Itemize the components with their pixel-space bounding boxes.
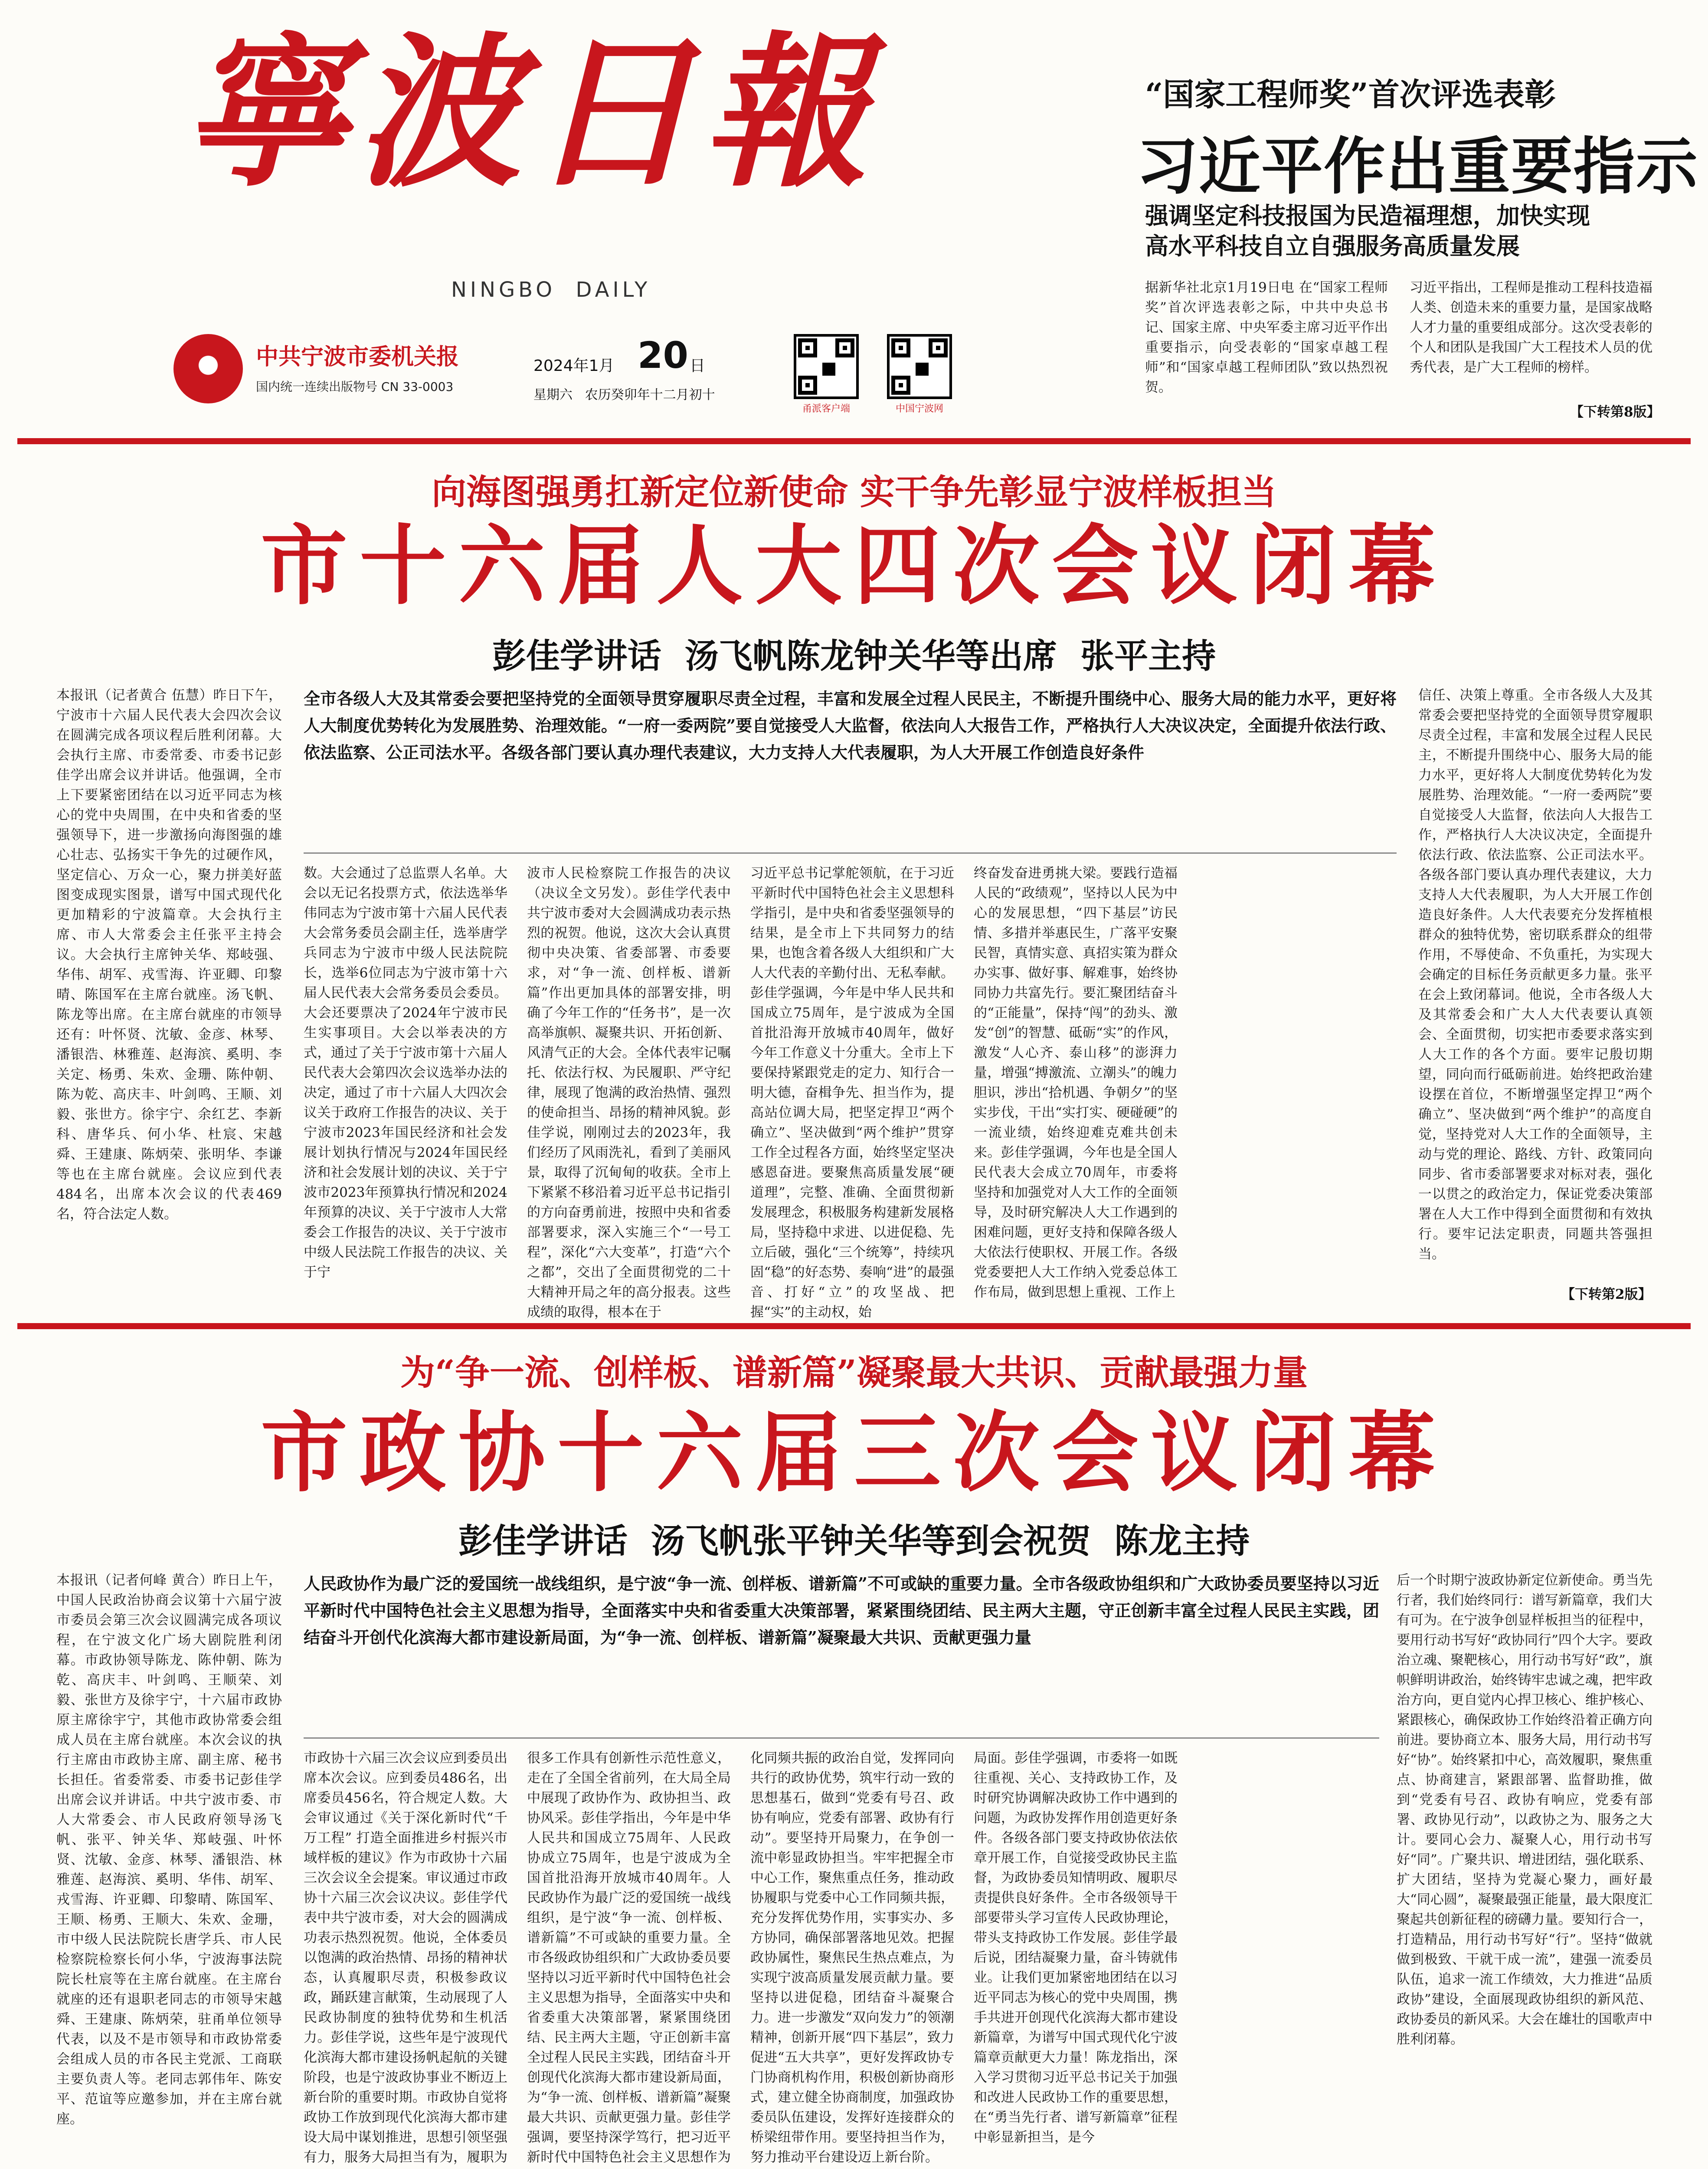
story2-col-right: 后一个时期宁波政协新定位新使命。勇当先行者，我们始终同行：谱写新篇章，我们大有可为。在宁波争创显样板担当的征程中，要用行动书写好“政协同行”四个大字。要政治立魂、聚靶核心，用行动书写好“政”，旗帜鲜明讲政治，始终铸牢忠诚之魂，把牢政治方向，更自觉内心捍卫核心、维护核心、紧跟核心，确保政协工作始终沿着正确方向前进。要协商立本、服务大局，用行动书写好“协”。始终紧扣中心，高效履职，聚焦重点、协商建言，紧跟部署、监督助推，做到“党委有号召、政协有响应，党委有部署、政协见行动”，以政协之为、服务之大计。要同心会力、凝聚人心，用行动书写好“同”。广聚共识、增进团结，强化联系、扩大团结，坚持为党凝心聚力，画好最大“同心圆”，凝聚最强正能量，最大限度汇聚起共创新征程的磅礴力量。要知行合一，打造精品，用行动书写好“行”。坚持“做就做到极致、干就干成一流”，建强一流委员队伍，追求一流工作绩效，大力推进“品质政协”建设，全面展现政协组织的新风范、政协委员的新风采。大会在雄壮的国歌声中胜利闭幕。 (1397, 1573, 1652, 2047)
story2-lead: 人民政协作为最广泛的爱国统一战线组织，是宁波“争一流、创样板、谱新篇”不可或缺的重要力量。全市各级政协组织和广大政协委员要坚持以习近平新时代中国特色社会主义思想为指导，全面落实中央和省委重大决策部署，紧紧围绕团结、民主两大主题，守正创新丰富全过程人民民主实践，团结奋斗开创代化滨海大都市建设新局面，为“争一流、创样板、谱新篇”凝聚最大共识、贡献更强力量 (304, 1574, 1379, 1647)
qr-code-yongpai (794, 334, 859, 399)
story1-headline: 市十六届人大四次会议闭幕 (260, 515, 1447, 617)
top-story-headline: 习近平作出重要指示 (1136, 131, 1698, 203)
story2-kicker: 为“争一流、创样板、谱新篇”凝聚最大共识、贡献最强力量 (400, 1352, 1308, 1393)
story1-col5: 终奋发奋进勇挑大梁。要践行造福人民的“政绩观”，坚持以人民为中心的发展思想，“四下基层”访民情、多措并举惠民生，广落平安聚民智，真情实意、真招实策为群众办实事、做好事、解难事，始终协同协力共富先行。要汇聚团结奋斗的“正能量”，保持“闯”的劲头、激发“创”的智慧、砥砺“实”的作风，激发“人心齐、泰山移”的澎湃力量，增强“搏激流、立潮头”的魄力胆识，涉出“拾机遇、争朝夕”的坚实步伐，干出“实打实、硬碰硬”的一流业绩，始终迎难克难共创未来。彭佳学强调，今年也是全国人民代表大会成立70周年，市委将坚持和加强党对人大工作的全面领导，及时研究解决人大工作遇到的困难问题，更好支持和保障各级人大依法行使职权、开展工作。各级党委要把人大工作纳入党委总体工作布局，做到思想上重视、工作上 (974, 865, 1178, 1300)
top-story-col2: 习近平指出，工程师是推动工程科技造福人类、创造未来的重要力量，是国家战略人才力量的重要组成部分。这次受表彰的个人和团队是我国广大工程技术人员的优秀代表，是广大工程师的榜样。 (1410, 280, 1652, 375)
top-story-jump: 【下转第8版】 (1570, 404, 1660, 420)
story2-col4: 化同频共振的政治自觉，发挥同向共行的政协优势，筑牢行动一致的思想基石，做到“党委有号召、政协有响应，党委有部署、政协有行动”。要坚持开局聚力，在争创一流中彰显政协担当。牢牢把握全市中心工作，聚焦重点任务，推动政协履职与党委中心工作同频共振，充分发挥优势作用，实事实办、多方协同，确保部署落地见效。把握政协属性，聚焦民生热点难点，为实现宁波高质量发展贡献力量。要坚持以进促稳，团结奋斗凝聚合力。进一步激发“双向发力”的领潮精神，创新开展“四下基层”，致力促进“五大共享”，更好发挥政协专门协商机构作用，积极创新协商形式，建立健全协商制度，加强政协委员队伍建设，发挥好连接群众的桥梁纽带作用。要坚持担当作为，努力推动平台建设迈上新台阶。 (750, 1750, 954, 2165)
date-day: 20 (638, 334, 688, 377)
qr-code-cnnb (887, 334, 952, 399)
story1-col-left: 本报讯（记者黄合 伍慧）昨日下午，宁波市十六届人民代表大会四次会议在圆满完成各项议程后胜利闭幕。大会执行主席、市委常委、市委书记彭佳学出席会议并讲话。他强调，全市上下要紧密团结在以习近平同志为核心的党中央周围，在中央和省委的坚强领导下，进一步激扬向海图强的雄心壮志、弘扬实干争先的过硬作风，坚定信心、万众一心，聚力拼美好蓝图变成现实图景，谱写中国式现代化更加精彩的宁波篇章。大会执行主席、市人大常委会主任张平主持会议。大会执行主席钟关华、郑岐强、华伟、胡军、戎雪海、许亚卿、印黎晴、陈国军在主席台就座。汤飞帆、陈龙等出席。在主席台就座的市领导还有：叶怀贤、沈敏、金彦、林琴、潘银浩、林雅莲、赵海滨、奚明、李关定、杨勇、朱欢、金珊、陈仲朝、陈为乾、高庆丰、叶剑鸣、王顺、刘毅、张世方。徐宇宁、余红艺、李新科、唐华兵、何小华、杜宸、宋越舜、王建康、陈炳荣、张明华、李谦等也在主席台就座。会议应到代表484名，出席本次会议的代表469名，符合法定人数。 (56, 688, 282, 1222)
story1-kicker: 向海图强勇扛新定位新使命 实干争先彰显宁波样板担当 (432, 472, 1276, 512)
story1-lead-divider (304, 852, 1397, 854)
masthead-organ: 中共宁波市委机关报 (256, 344, 459, 370)
story2-subhead: 彭佳学讲话 汤飞帆张平钟关华等到会祝贺 陈龙主持 (458, 1521, 1250, 1561)
date-year-month: 2024年1月 (533, 357, 615, 375)
qr2-label: 中国宁波网 (895, 403, 943, 414)
top-story-col1: 据新华社北京1月19日电 在“国家工程师奖”首次评选表彰之际，中共中央总书记、国家主席、中央军委主席习近平作出重要指示，向受表彰的“国家卓越工程师”和“国家卓越工程师团队”致以热烈祝贺。 (1145, 280, 1388, 395)
story1-col-right: 信任、决策上尊重。全市各级人大及其常委会要把坚持党的全面领导贯穿履职尽责全过程，丰富和发展全过程人民民主，不断提升围绕中心、服务大局的能力水平，更好将人大制度优势转化为发展胜势、治理效能。“一府一委两院”要自觉接受人大监督，依法向人大报告工作，严格执行人大决议决定，全面提升依法行政、依法监察、公正司法水平。各级各部门要认真办理代表建议，大力支持人大代表履职，为人大开展工作创造良好条件。人大代表要充分发挥植根群众的独特优势，密切联系群众的组带作用，不辱使命、不负重托，为实现大会确定的目标任务贡献更多力量。张平在会上致闭幕词。他说，全市各级人大及其常委会和广大人大代表要认真领会、全面贯彻，切实把市委要求落实到人大工作的各个方面。要牢记殷切期望，同向而行砥砺前进。始终把政治建设摆在首位，不断增强坚定捍卫“两个确立”、坚决做到“两个维护”的高度自觉，坚持党对人大工作的全面领导，主动与党的理论、路线、方针、政策同向同步、省市委部署要求对标对表，强化一以贯之的政治定力，保证党委决策部署在人大工作中得到全面贯彻和有效执行。要牢记法定职责，同题共答强担当。 (1418, 688, 1652, 1262)
story1-lead: 全市各级人大及其常委会要把坚持党的全面领导贯穿履职尽责全过程，丰富和发展全过程人民民主，不断提升围绕中心、服务大局的能力水平，更好将人大制度优势转化为发展胜势、治理效能。“一府一委两院”要自觉接受人大监督，依法向人大报告工作，严格执行人大决议决定，全面提升依法行政、依法监察、公正司法水平。各级各部门要认真办理代表建议，大力支持人大代表履职，为人大开展工作创造良好条件 (304, 689, 1397, 762)
story2-headline: 市政协十六届三次会议闭幕 (260, 1402, 1447, 1504)
story1-col4: 习近平总书记掌舵领航，在于习近平新时代中国特色社会主义思想科学指引，是中央和省委坚强领导的结果，是全市上下共同努力的结果，也饱含着各级人大组织和广大人大代表的辛勤付出、无私奉献。彭佳学强调，今年是中华人民共和国成立75周年，是宁波成为全国首批沿海开放城市40周年，做好今年工作意义十分重大。全市上下要保持紧跟党走的定力、知行合一明大德，奋楫争先、担当作为，提高站位调大局，把坚定捍卫“两个确立”、坚决做到“两个维护”贯穿工作全过程各方面，始终坚定坚决感恩奋进。要聚焦高质量发展“硬道理”，完整、准确、全面贯彻新发展理念，积极服务构建新发展格局，坚持稳中求进、以进促稳、先立后破，强化“三个统筹”，持续巩固“稳”的好态势、奏响“进”的最强音、打好“立”的攻坚战、把握“实”的主动权，始 (750, 865, 954, 1320)
story1-subhead: 彭佳学讲话 汤飞帆陈龙钟关华等出席 张平主持 (492, 636, 1216, 676)
story1-col2: 数。大会通过了总监票人名单。大会以无记名投票方式，依法选举华伟同志为宁波市第十六届人民代表大会常务委员会副主任，选举唐学兵同志为宁波市中级人民法院院长，选举6位同志为宁波市第十六届人民代表大会常务委员会委员。大会还要票决了2024年宁波市民生实事项目。大会以举表决的方式，通过了关于宁波市第十六届人民代表大会第四次会议选举办法的决定，通过了市十六届人大四次会议关于政府工作报告的决议、关于宁波市2023年国民经济和社会发展计划执行情况与2024年国民经济和社会发展计划的决议、关于宁波市2023年预算执行情况和2024年预算的决议、关于宁波市人大常委会工作报告的决议、关于宁波市中级人民法院工作报告的决议、关于宁 (304, 865, 507, 1280)
story2-col5: 局面。彭佳学强调，市委将一如既往重视、关心、支持政协工作，及时研究协调解决政协工作中遇到的问题，为政协发挥作用创造更好条件。各级各部门要支持政协依法依章开展工作，自觉接受政协民主监督，为政协委员知情明政、履职尽责提供良好条件。全市各级领导干部要带头学习宣传人民政协理论，带头支持政协工作发展。彭佳学最后说，团结凝聚力量，奋斗铸就伟业。让我们更加紧密地团结在以习近平同志为核心的党中央周围，携手共进开创现代化滨海大都市建设新篇章，为谱写中国式现代化宁波篇章贡献更大力量！陈龙指出，深入学习贯彻习近平总书记关于加强和改进人民政协工作的重要思想，在“勇当先行者、谱写新篇章”征程中彰显新担当，是今 (974, 1750, 1178, 2145)
story1-jump: 【下转第2版】 (1561, 1287, 1652, 1302)
top-story-subhead-2: 高水平科技自立自强服务高质量发展 (1145, 232, 1520, 260)
masthead-english: NINGBO DAILY (451, 278, 651, 302)
masthead-serial: 国内统一连续出版物号 CN 33-0003 (256, 380, 454, 394)
top-story-subhead-1: 强调坚定科技报国为民造福理想，加快实现 (1145, 202, 1590, 229)
story1-col3: 波市人民检察院工作报告的决议（决议全文另发）。彭佳学代表中共宁波市委对大会圆满成功表示热烈的祝贺。他说，这次大会认真贯彻中央决策、省委部署、市委要求，对“争一流、创样板、谱新篇”作出更加具体的部署安排，明确了今年工作的“任务书”，是一次高举旗帜、凝聚共识、开拓创新、风清气正的大会。全体代表牢记嘱托、依法行权、为民履职、严守纪律，展现了饱满的政治热情、强烈的使命担当、昂扬的精神风貌。彭佳学说，刚刚过去的2023年，我们经历了风雨洗礼，看到了美丽风景，取得了沉甸甸的收获。全市上下紧紧不移沿着习近平总书记指引的方向奋勇前进，按照中央和省委部署要求，深入实施三个“一号工程”，深化“六大变革”，打造“六个之都”，交出了全面贯彻党的二十大精神开局之年的高分报表。这些成绩的取得，根本在于 (527, 865, 731, 1320)
masthead-divider (17, 438, 1691, 444)
story2-col2: 市政协十六届三次会议应到委员出席本次会议。应到委员486名，出席委员456名，符合规定人数。大会审议通过《关于深化新时代“千万工程” 打造全面推进乡村振兴市域样板的建议》作为市政协十六届三次会议全会提案。审议通过市政协十六届三次会议决议。彭佳学代表中共宁波市委，对大会的圆满成功表示热烈祝贺。他说，全体委员以饱满的政治热情、昂扬的精神状态，认真履职尽责，积极参政议政，踊跃建言献策，生动展现了人民政协制度的独特优势和生机活力。彭佳学说，这些年是宁波现代化滨海大都市建设扬帆起航的关键阶段，也是宁波政协事业不断迈上新台阶的重要时期。市政协自觉将政协工作放到现代化滨海大都市建设大局中谋划推进，思想引领坚强有力，服务大局担当有为，履职为 (304, 1750, 507, 2165)
section-divider (17, 1323, 1691, 1329)
masthead-logo: 寧波日報 (182, 16, 876, 210)
story2-col3: 很多工作具有创新性示范性意义，走在了全国全省前列，在大局全局中展现了政协作为、政协担当、政协风采。彭佳学指出，今年是中华人民共和国成立75周年、人民政协成立75周年，也是宁波成为全国首批沿海开放城市40周年。人民政协作为最广泛的爱国统一战线组织，是宁波“争一流、创样板、谱新篇”不可或缺的重要力量。全市各级政协组织和广大政协委员要坚持以习近平新时代中国特色社会主义思想为指导，全面落实中央和省委重大决策部署，紧紧围绕团结、民主两大主题，守正创新丰富全过程人民民主实践，团结奋斗开创现代化滨海大都市建设新局面，为“争一流、创样板、谱新篇”凝聚最大共识、贡献更强力量。彭佳学强调，要坚持深学笃行，把习近平新时代中国特色社会主义思想作为 (527, 1750, 731, 2165)
date-weekday-lunar: 星期六 农历癸卯年十二月初十 (533, 387, 715, 403)
story2-lead-divider (304, 1737, 1379, 1739)
emblem-icon (173, 334, 243, 403)
story2-col-left: 本报讯（记者何峰 黄合）昨日上午，中国人民政治协商会议第十六届宁波市委员会第三次会议圆满完成各项议程，在宁波文化广场大剧院胜利闭幕。市政协领导陈龙、陈仲朝、陈为乾、高庆丰、叶剑鸣、王顺荣、刘毅、张世方及徐宇宁，十六届市政协原主席徐宇宁，其他市政协常委会组成人员在主席台就座。本次会议的执行主席由市政协主席、副主席、秘书长担任。省委常委、市委书记彭佳学出席会议并讲话。中共宁波市委、市人大常委会、市人民政府领导汤飞帆、张平、钟关华、郑岐强、叶怀贤、沈敏、金彦、林琴、潘银浩、林雅莲、赵海滨、奚明、华伟、胡军、戎雪海、许亚卿、印黎晴、陈国军、王顺、杨勇、王顺大、朱欢、金珊，市中级人民法院院长唐学兵、市人民检察院检察长何小华，宁波海事法院院长杜宸等在主席台就座。在主席台就座的还有退职老同志的市领导宋越舜、王建康、陈炳荣，驻甬单位领导代表，以及不是市领导和市政协常委会组成人员的市各民主党派、工商联主要负责人等。老同志郭伟年、陈安平、范谊等应邀参加，并在主席台就座。 (56, 1573, 282, 2127)
top-story-kicker: “国家工程师奖”首次评选表彰 (1145, 76, 1556, 113)
date-day-suffix: 日 (690, 357, 706, 375)
qr1-label: 甬派客户端 (802, 403, 850, 414)
